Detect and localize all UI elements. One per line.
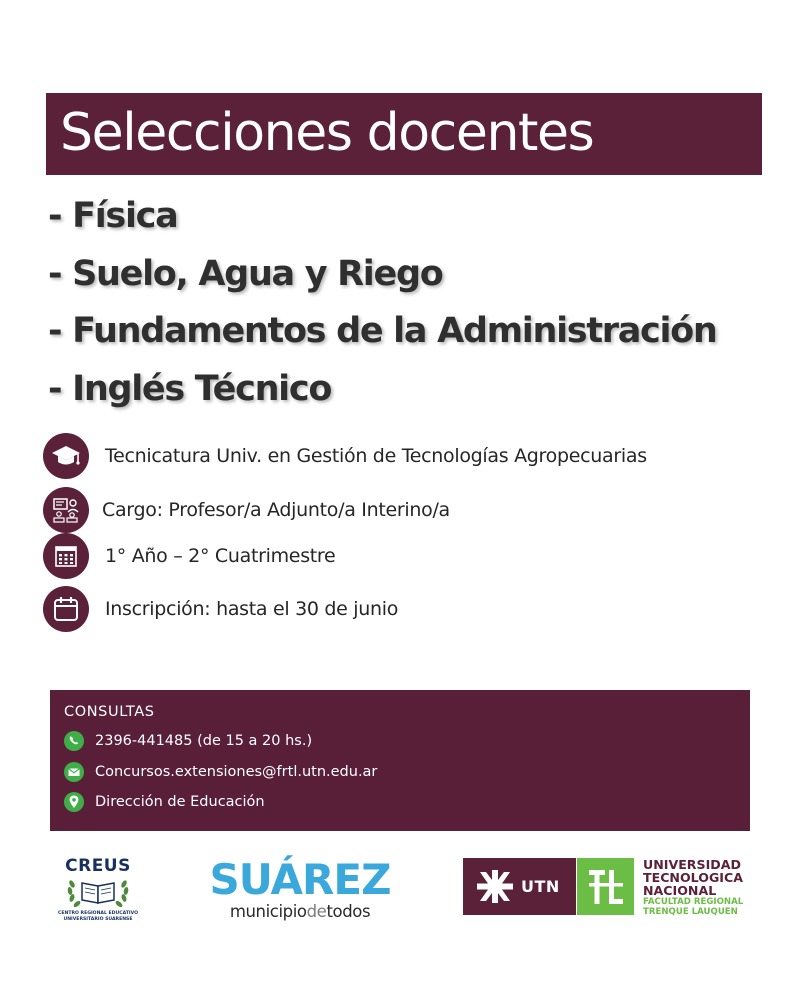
utn-logo [463,858,763,918]
utn-line: TECNOLOGICA [643,870,743,885]
creus-logo [50,856,146,928]
title-banner [46,93,762,175]
utn-emblem-box [463,858,576,915]
calendar-grid-icon [43,533,89,579]
creus-name: CREUS [65,856,131,876]
info-text: Tecnicatura Univ. en Gestión de Tecnologías Agropecuarias [105,445,647,467]
page-title: Selecciones docentes [60,103,594,163]
location-pin-icon [63,791,85,813]
calendar-icon [43,586,89,632]
contact-box [50,690,750,831]
info-item-year [43,533,783,581]
suarez-tagline: municipiodetodos [229,902,371,921]
contact-email [63,761,723,783]
utn-line: NACIONAL [643,883,717,898]
contact-phone [63,730,723,752]
email-link[interactable]: Concursos.extensiones@frtl.utn.edu.ar [95,764,378,780]
suarez-logo [205,856,395,928]
info-text: Cargo: Profesor/a Adjunto/a Interino/a [102,499,450,521]
tl-monogram-icon [587,867,625,907]
graduation-cap-icon [43,433,89,479]
location-text: Dirección de Educación [95,794,265,810]
subject-item: - Fundamentos de la Administración [48,311,717,351]
creus-subtitle: CENTRO REGIONAL EDUCATIVO UNIVERSITARIO SUARENSE [58,911,138,922]
subject-item: - Inglés Técnico [48,368,332,409]
utn-line: UNIVERSIDAD [643,857,741,872]
utn-faculty-line: TRENQUE LAUQUEN [643,907,738,917]
info-text: Inscripción: hasta el 30 de junio [105,598,399,620]
mail-icon [63,761,85,783]
subject-list [48,188,788,418]
info-item-position [43,487,783,535]
info-item-registration [43,586,783,634]
contact-location [63,791,723,813]
utn-emblem-icon [477,870,513,903]
info-text: 1° Año – 2° Cuatrimestre [105,545,336,567]
subject-item: - Física [48,196,178,236]
logo-strip [0,850,800,930]
suarez-name: SUÁREZ [209,855,391,904]
utn-faculty-line: FACULTAD REGIONAL [643,897,744,907]
teacher-board-icon [43,487,89,533]
info-item-career [43,433,783,481]
subject-item: - Suelo, Agua y Riego [48,253,443,294]
utn-abbr: UTN [521,877,560,896]
contact-title: CONSULTAS [64,704,155,720]
utn-name-block [643,858,773,917]
open-book-laurel-icon [64,876,132,910]
utn-green-box [577,858,634,915]
whatsapp-icon [63,730,85,752]
phone-text: 2396-441485 (de 15 a 20 hs.) [95,733,313,749]
